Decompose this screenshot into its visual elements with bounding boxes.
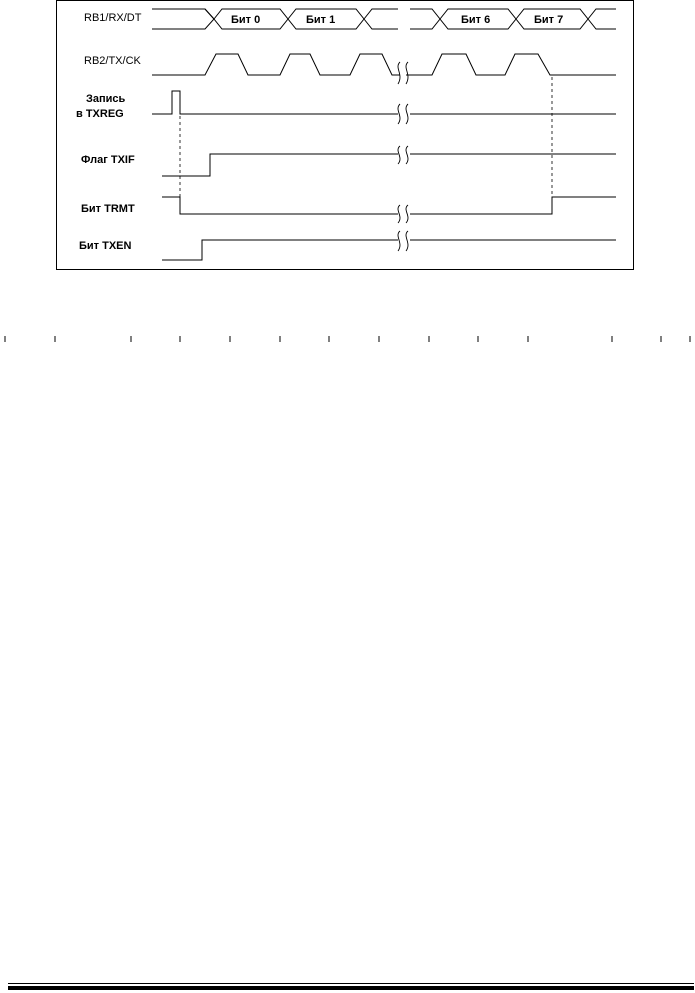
label-bit-6: Бит 6 <box>461 14 491 26</box>
label-txen-bit: Бит TXEN <box>79 240 132 252</box>
waveform-txen-bit <box>162 240 616 260</box>
label-rb1-rx-dt: RB1/RX/DT <box>84 12 142 24</box>
label-bit-1: Бит 1 <box>306 14 336 26</box>
waveform-rb2-tx-ck <box>152 54 616 75</box>
label-write-txreg-1: Запись <box>86 93 126 105</box>
label-txif-flag: Флаг TXIF <box>81 154 135 166</box>
footer-rule-thick <box>8 986 694 990</box>
label-bit-7: Бит 7 <box>534 14 564 26</box>
waveform-write-txreg <box>152 91 616 114</box>
waveform-trmt-bit <box>162 197 616 214</box>
time-break-markers <box>398 61 410 252</box>
label-write-txreg-2: в TXREG <box>76 108 124 120</box>
tick-ruler <box>5 336 690 342</box>
waveform-txif-flag <box>162 154 616 176</box>
label-rb2-tx-ck: RB2/TX/CK <box>84 55 141 67</box>
label-trmt-bit: Бит TRMT <box>81 203 135 215</box>
footer-rule-thin <box>8 983 694 984</box>
label-bit-0: Бит 0 <box>231 14 261 26</box>
